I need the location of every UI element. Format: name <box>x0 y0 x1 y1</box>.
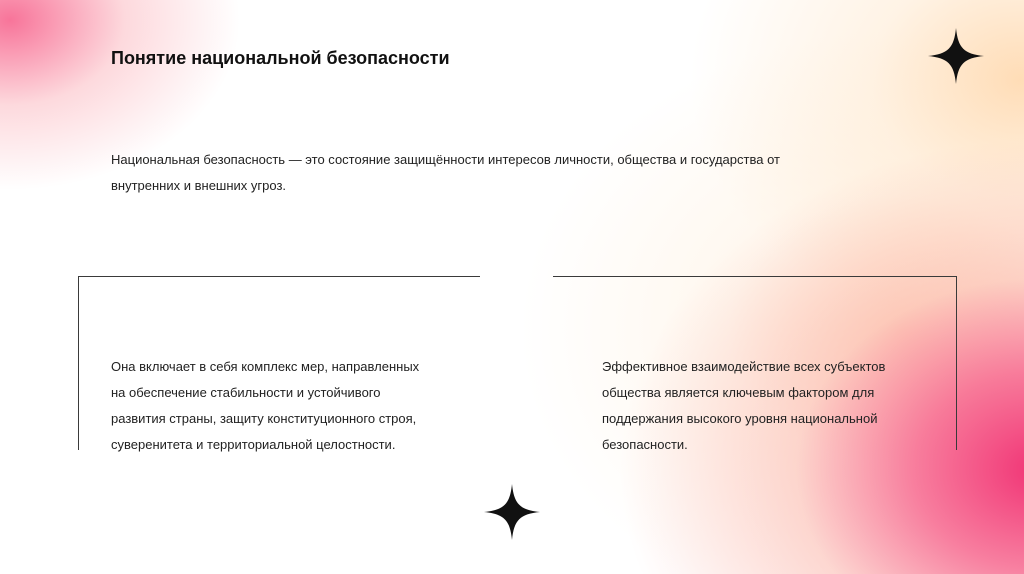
frame-top-left-line <box>78 276 480 277</box>
frame-left-line <box>78 276 79 450</box>
frame-top-right-line <box>553 276 957 277</box>
definition-paragraph: Национальная безопасность — это состояние защищённости интересов личности, общества и государства от внутренних и внешних угроз. <box>111 152 780 193</box>
slide-title: Понятие национальной безопасности <box>111 48 450 68</box>
right-column-text: Эффективное взаимодействие всех субъектов общества является ключевым фактором для поддержания высокого уровня национальной безопасности. <box>602 359 886 452</box>
four-point-star-icon <box>928 28 984 84</box>
frame-right-line <box>956 276 957 450</box>
left-column-text: Она включает в себя комплекс мер, направленных на обеспечение стабильности и устойчивого развития страны, защиту конституционного строя, суверенитета и территориальной целостности. <box>111 359 420 452</box>
four-point-star-icon <box>484 484 540 540</box>
